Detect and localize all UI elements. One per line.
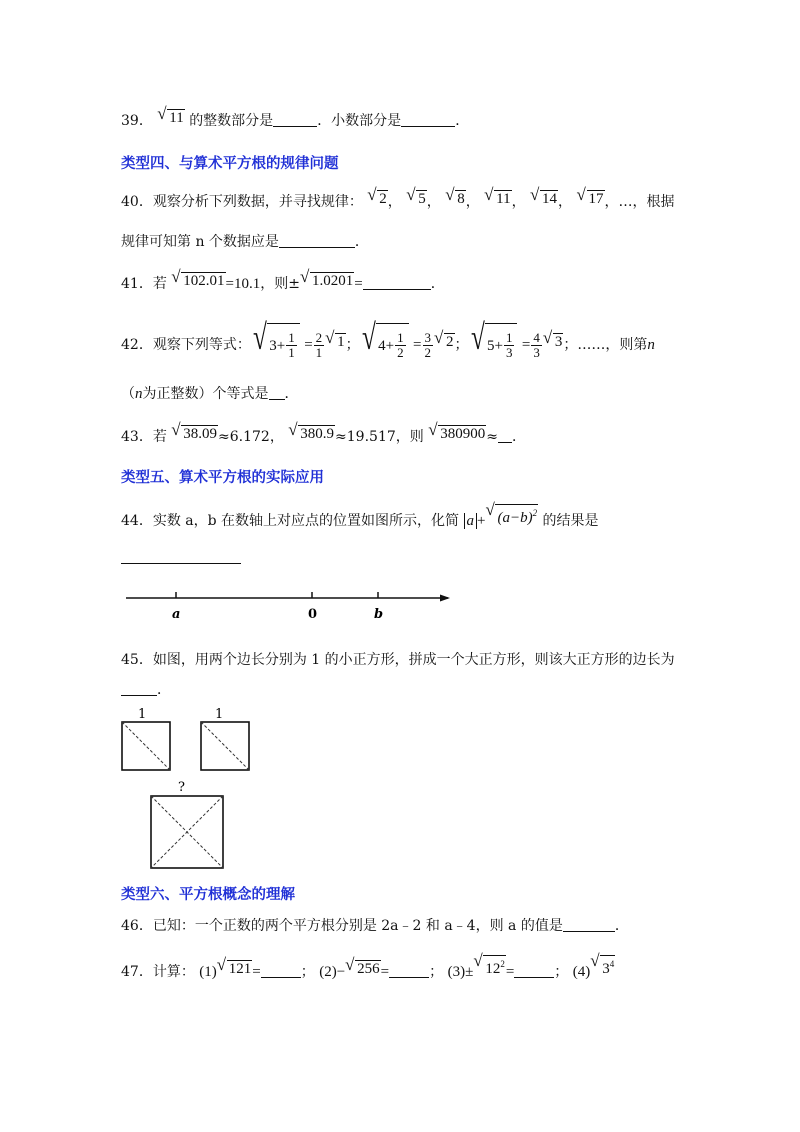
arrow-head-icon	[440, 595, 450, 602]
answer-blank	[363, 275, 431, 290]
question-47: 47．计算： (1)√ 121= ； (2)−√ 256= ； (3)±√ $12^2=$ ； (4)√ $3^4$	[121, 955, 615, 982]
answer-blank	[389, 963, 429, 978]
sqrt-term: √ 11	[485, 189, 511, 209]
answer-blank	[514, 963, 554, 978]
answer-blank	[498, 428, 512, 443]
question-43: 43．若 √ 38.09≈6.172， √ 380.9≈19.517，则 √ 380900≈ ．	[121, 424, 526, 447]
sqrt-expression: √ 102.01	[172, 271, 225, 291]
squares-figure	[118, 704, 268, 874]
sqrt-expression: √ $3^4$	[591, 955, 615, 979]
sqrt-fraction-eq-2: √ 4+ $\frac{1}{2}$	[364, 323, 408, 368]
section-heading-type6: 类型六、平方根概念的理解	[121, 887, 295, 903]
question-number: 45．	[121, 652, 153, 668]
question-44: 44．实数 a，b 在数轴上对应点的位置如图所示，化简 a +√ $(a-b)^2$ 的结果是	[121, 504, 599, 531]
question-46: 46．已知：一个正数的两个平方根分别是 2a﹣2 和 a﹣4，则 a 的值是 ．	[121, 918, 629, 934]
question-42: 42．观察下列等式： √ 3+ $\frac{1}{1}$ = $\frac{2}{1}$ √ 1； √ 4+ $\frac{1}{2}$ = $\frac{3}{2}$ √ 2； √ 5+ $\frac{1}{3}$ = $\frac{4}{3}$ √ 3；……，则第n	[121, 320, 655, 368]
question-45: 45．如图，用两个边长分别为 1 的小正方形，拼成一个大正方形，则该大正方形的边长为	[121, 652, 675, 668]
question-number: 42．	[121, 337, 153, 353]
sqrt-term: √ 5	[407, 189, 427, 209]
question-42-line2: （n为正整数）个等式是 ．	[121, 386, 299, 402]
question-number: 41．	[121, 276, 153, 292]
answer-blank	[269, 385, 285, 400]
sqrt-expression: √ $12^2$	[474, 955, 506, 979]
question-39: 39． √ 11 的整数部分是 ．小数部分是 ．	[121, 108, 469, 131]
sqrt-expression: √ $(a-b)^2$	[486, 504, 538, 528]
question-41: 41．若 √ 102.01=10.1，则±√ 1.0201= ．	[121, 271, 445, 294]
small-square-2-diagonal	[201, 722, 249, 770]
question-number: 43．	[121, 429, 153, 445]
small-square-1-diagonal	[122, 722, 170, 770]
sqrt-expression: √ 1.0201	[301, 271, 354, 291]
label-zero: 0	[308, 607, 318, 622]
sqrt-expression: √ 11	[158, 108, 184, 128]
answer-blank	[279, 233, 355, 248]
sqrt-expression: √ 38.09	[172, 424, 218, 444]
small-square-2-label: 1	[215, 707, 224, 722]
sqrt-term: √ 8	[446, 189, 466, 209]
sqrt-term: √ 2	[368, 189, 388, 209]
answer-blank	[401, 112, 455, 127]
question-number: 40．	[121, 194, 153, 210]
answer-blank	[273, 112, 317, 127]
question-number: 46．	[121, 918, 153, 934]
sqrt-fraction-eq-1: √ 3+ $\frac{1}{1}$	[255, 323, 299, 368]
answer-blank	[563, 917, 615, 932]
sqrt-term: √ 14	[531, 189, 558, 209]
big-square-label: ?	[178, 780, 185, 795]
answer-blank	[261, 963, 301, 978]
small-square-1-label: 1	[138, 707, 147, 722]
sqrt-expression: √ 380900	[429, 424, 486, 444]
sqrt-expression: √ 121	[218, 959, 253, 979]
question-40: 40．观察分析下列数据，并寻找规律： √ 2， √ 5， √ 8， √ 11， √ 14， √ 17，…，根据	[121, 189, 675, 212]
question-number: 44．	[121, 513, 153, 529]
sqrt-expression: √ 256	[346, 959, 381, 979]
question-40-line2: 规律可知第 n 个数据应是 ．	[121, 234, 369, 250]
section-heading-type4: 类型四、与算术平方根的规律问题	[121, 156, 339, 172]
label-a: a	[172, 607, 181, 622]
sqrt-term: √ 17	[578, 189, 605, 209]
answer-blank-line	[121, 563, 241, 564]
question-45-line2: ．	[121, 680, 171, 700]
question-number: 47．	[121, 964, 153, 980]
sqrt-expression: √ 380.9	[289, 424, 335, 444]
label-b: b	[374, 607, 384, 622]
question-number: 39．	[121, 113, 153, 129]
number-line-figure	[120, 588, 460, 624]
absolute-value: a	[464, 513, 478, 529]
sqrt-fraction-eq-3: √ 5+ $\frac{1}{3}$	[473, 323, 517, 368]
answer-blank	[121, 681, 157, 696]
section-heading-type5: 类型五、算术平方根的实际应用	[121, 470, 324, 486]
